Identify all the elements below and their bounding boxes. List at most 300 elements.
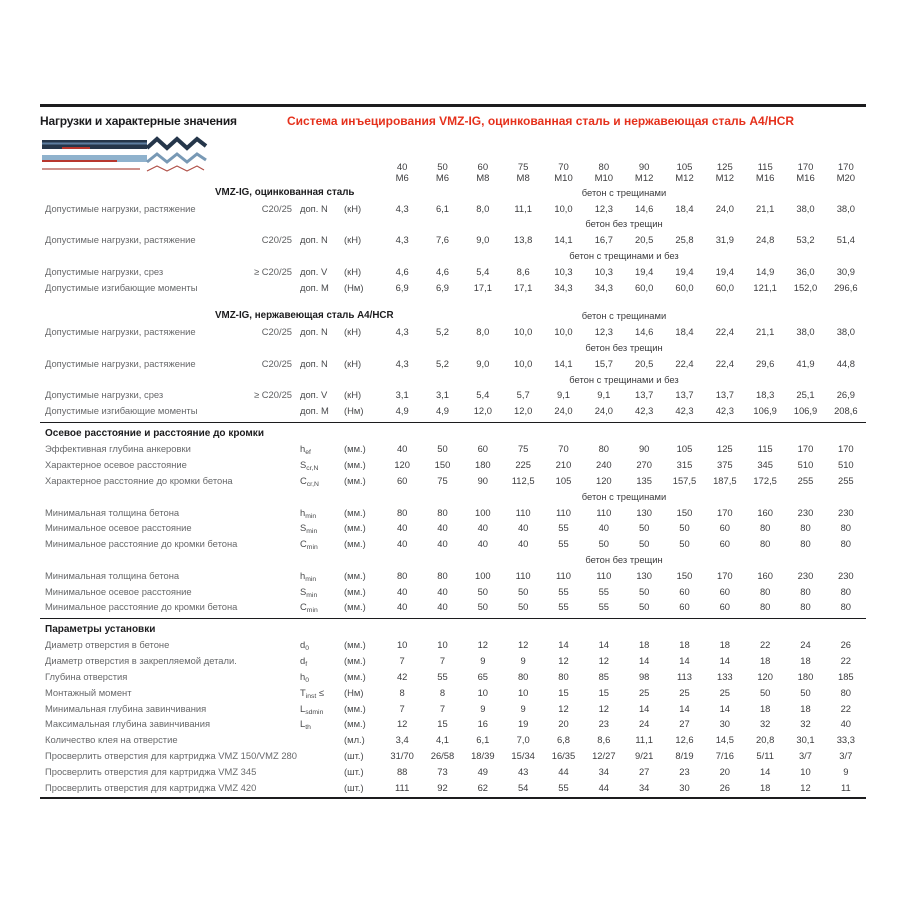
symbol-subscript: f [305, 661, 308, 669]
value-cell: 510 [837, 459, 854, 471]
thread-size-label: M12 [715, 172, 735, 184]
value-cell: 135 [636, 474, 652, 486]
value-cell: 50 [437, 443, 448, 455]
value-cell: 4,6 [395, 265, 409, 277]
value-cell: 80 [558, 671, 569, 682]
value-cell: 24,0 [554, 405, 573, 417]
anchor-size-label: 70 [558, 161, 569, 173]
value-cell: 38,0 [796, 202, 815, 214]
value-cell: 230 [797, 506, 814, 518]
value-cell: 15 [437, 718, 448, 730]
value-cell: 24,8 [756, 234, 775, 246]
column-header [503, 162, 543, 184]
table-row [40, 308, 866, 324]
value-cell: 4,3 [395, 202, 409, 214]
table-row [40, 732, 866, 748]
value-cell: 80 [759, 538, 771, 550]
row-label: Минимальная толщина бетона [45, 569, 180, 581]
value-cell: 40 [437, 601, 448, 613]
value-cell: 120 [595, 474, 612, 486]
value-cell: 510 [797, 459, 814, 471]
value-cell: 75 [437, 474, 448, 486]
value-cell: 106,9 [753, 405, 777, 417]
value-cell: 50 [638, 538, 650, 550]
value-cell: 9 [520, 655, 526, 667]
value-cell: 9 [520, 702, 526, 714]
value-cell: 55 [558, 538, 569, 550]
column-header [463, 162, 503, 184]
value-cell: 255 [797, 474, 814, 486]
value-cell: 11,1 [635, 734, 653, 746]
unit-label: (кН) [344, 234, 362, 246]
value-cell: 65 [477, 671, 489, 682]
value-cell: 33,3 [836, 734, 855, 746]
symbol: $d_0$ [300, 639, 309, 653]
value-cell: 80 [840, 686, 852, 698]
value-cell: 80 [437, 506, 448, 518]
value-cell: 50 [517, 601, 529, 613]
value-cell: 23 [679, 765, 690, 777]
value-cell: 14 [679, 655, 690, 667]
value-cell: 80 [800, 522, 811, 534]
value-cell: 54 [517, 781, 529, 793]
unit-label: (мм.) [344, 443, 366, 455]
value-cell: 60,0 [715, 281, 734, 293]
value-cell: 55 [558, 781, 569, 793]
row-label: Глубина отверстия [45, 671, 128, 682]
unit-label: (мм.) [344, 585, 366, 597]
value-cell: 34 [638, 781, 650, 793]
value-cell: 12 [598, 655, 610, 667]
concrete-class: C20/25 [261, 202, 292, 214]
value-cell: 12,6 [675, 734, 694, 746]
value-cell: 8 [399, 686, 405, 698]
value-cell: 70 [558, 443, 569, 455]
value-cell: 105 [676, 443, 693, 455]
value-cell: 18 [759, 781, 771, 793]
value-cell: 18,4 [675, 202, 694, 214]
value-cell: 296,6 [834, 281, 858, 293]
unit-label: (мм.) [344, 671, 366, 682]
value-cell: 18 [719, 639, 731, 651]
symbol-subscript: min [305, 512, 317, 520]
value-cell: 25 [679, 686, 690, 698]
symbol: $h_{ef}$ [300, 443, 311, 457]
symbol: $L_{sdmin}$ [300, 702, 324, 716]
row-label: Характерное осевое расстояние [45, 459, 187, 471]
value-cell: 21,1 [756, 202, 775, 214]
value-cell: 4,6 [435, 265, 450, 277]
symbol-subscript: min [306, 544, 318, 552]
row-label: Диаметр отверстия в бетоне [45, 639, 170, 651]
concrete-condition-band: бетон без трещин [585, 218, 663, 230]
table-row [40, 216, 866, 232]
value-cell: 80 [840, 522, 852, 534]
value-cell: 375 [716, 459, 733, 471]
value-cell: 40 [477, 538, 489, 550]
table-header-area [40, 128, 866, 185]
thread-size-label: M6 [395, 172, 409, 184]
value-cell: 60 [679, 585, 690, 597]
value-cell: 8,0 [476, 202, 490, 214]
value-cell: 34,3 [554, 281, 573, 293]
unit-label: (кН) [344, 326, 362, 338]
anchor-size-label: 115 [757, 161, 773, 173]
row-label: Минимальная глубина завинчивания [45, 702, 207, 714]
value-cell: 20 [558, 718, 569, 730]
value-cell: 7 [439, 655, 446, 667]
symbol-subscript: min [306, 591, 318, 599]
anchor-size-label: 170 [837, 161, 854, 173]
value-cell: 29,6 [756, 357, 775, 369]
value-cell: 13,7 [635, 389, 654, 401]
value-cell: 98 [638, 671, 650, 682]
column-header [826, 162, 866, 184]
unit-label: (мм.) [344, 459, 366, 471]
table-row [40, 637, 866, 653]
table-row [40, 669, 866, 685]
value-cell: 6,9 [435, 281, 450, 293]
concrete-class: C20/25 [261, 357, 292, 369]
value-cell: 255 [837, 474, 854, 486]
symbol-subscript: inst [305, 692, 317, 700]
value-cell: 12 [396, 718, 408, 730]
row-label: Характерное расстояние до кромки бетона [45, 474, 233, 486]
concrete-condition-band: бетон с трещинами [581, 310, 667, 322]
table-row [40, 684, 866, 700]
value-cell: 230 [837, 569, 854, 581]
value-cell: 50 [598, 538, 610, 550]
table-row [40, 779, 866, 795]
value-cell: 42 [396, 671, 408, 682]
value-cell: 55 [437, 671, 448, 682]
value-cell: 90 [477, 474, 489, 486]
subtable-title: VMZ-IG, нержавеющая сталь A4/HCR [215, 310, 394, 322]
table-row [40, 232, 866, 248]
value-cell: 187,5 [713, 474, 737, 486]
table-row [40, 441, 866, 457]
table-row [40, 536, 866, 552]
value-cell: 5,7 [516, 389, 530, 401]
value-cell: 12/27 [592, 749, 616, 761]
value-cell: 80 [396, 506, 408, 518]
table-row [40, 185, 866, 201]
value-cell: 315 [676, 459, 693, 471]
symbol: $T_{inst}$ ≤ [300, 686, 325, 700]
value-cell: 4,3 [395, 326, 409, 338]
value-cell: 20 [719, 765, 731, 777]
value-cell: 8/19 [675, 749, 694, 761]
value-cell: 150 [676, 506, 693, 518]
value-cell: 43 [517, 765, 529, 777]
value-cell: 12,3 [594, 326, 613, 338]
table-row [40, 504, 866, 520]
symbol-subscript: 0 [305, 677, 309, 684]
row-label: Просверлить отверстия для картриджа VMZ 150/VMZ 280 [45, 749, 297, 761]
symbol: $S_{min}$ [300, 522, 318, 536]
unit-label: (Нм) [344, 281, 364, 293]
value-cell: 17,1 [473, 281, 492, 293]
value-cell: 180 [797, 671, 814, 682]
value-cell: 15,7 [594, 357, 613, 369]
value-cell: 230 [797, 569, 814, 581]
value-cell: 62 [477, 781, 489, 793]
symbol: доп. N [300, 202, 328, 214]
value-cell: 40 [396, 522, 408, 534]
value-cell: 80 [759, 601, 771, 613]
value-cell: 11,1 [514, 202, 532, 214]
column-header [745, 162, 785, 184]
value-cell: 14 [638, 655, 650, 667]
value-cell: 12 [558, 655, 569, 667]
value-cell: 6,1 [476, 734, 490, 746]
value-cell: 7 [439, 702, 446, 714]
value-cell: 50 [477, 601, 489, 613]
table-row [40, 567, 866, 583]
value-cell: 50 [638, 601, 650, 613]
value-cell: 160 [757, 569, 773, 581]
value-cell: 49 [477, 765, 489, 777]
table-row [40, 457, 866, 473]
column-header [624, 162, 664, 184]
value-cell: 24 [638, 718, 650, 730]
value-cell: 9,1 [556, 389, 571, 401]
row-label: Допустимые изгибающие моменты [45, 405, 198, 417]
symbol: $S_{min}$ [300, 585, 318, 599]
symbol-subscript: min [306, 528, 318, 536]
value-cell: 110 [556, 569, 571, 581]
value-cell: 88 [396, 765, 408, 777]
value-cell: 50 [638, 522, 650, 534]
value-cell: 42,3 [635, 405, 654, 417]
value-cell: 60 [719, 538, 731, 550]
value-cell: 157,5 [672, 474, 697, 486]
symbol: $C_{cr,N}$ [300, 474, 319, 488]
value-cell: 19,4 [675, 265, 694, 277]
value-cell: 18 [800, 702, 811, 714]
value-cell: 3,1 [435, 389, 450, 401]
unit-label: (шт.) [344, 749, 364, 761]
symbol: $h_{min}$ [300, 569, 317, 583]
concrete-condition-band: бетон с трещинами и без [569, 250, 679, 262]
table-row [40, 425, 866, 441]
thread-size-label: M16 [796, 172, 815, 184]
value-cell: 25 [719, 686, 731, 698]
unit-label: (кН) [344, 202, 362, 214]
row-label: Допустимые нагрузки, растяжение [45, 234, 196, 246]
anchor-size-label: 105 [676, 161, 693, 173]
value-cell: 31,9 [715, 234, 734, 246]
concrete-condition-band: бетон с трещинами [581, 186, 667, 198]
column-header [664, 162, 704, 184]
value-cell: 25,1 [796, 389, 815, 401]
value-cell: 21,1 [756, 326, 775, 338]
value-cell: 10 [477, 686, 489, 698]
value-cell: 208,6 [834, 405, 858, 417]
value-cell: 115 [757, 443, 773, 455]
value-cell: 7,0 [516, 734, 530, 746]
value-cell: 110 [596, 506, 612, 518]
row-label: Эффективная глубина анкеровки [45, 443, 191, 455]
value-cell: 26 [719, 781, 731, 793]
value-cell: 13,8 [514, 234, 533, 246]
row-label: Монтажный момент [45, 686, 132, 698]
value-cell: 55 [558, 522, 569, 534]
value-cell: 16/35 [551, 749, 576, 761]
unit-label: (Нм) [344, 686, 364, 698]
table-row [40, 763, 866, 779]
page-title: Нагрузки и характерные значения [40, 113, 237, 128]
thread-size-label: M10 [594, 172, 614, 184]
unit-label: (мм.) [344, 538, 366, 550]
table-row [40, 387, 866, 403]
value-cell: 50 [800, 686, 811, 698]
value-cell: 20,5 [635, 234, 654, 246]
value-cell: 50 [679, 522, 690, 534]
divider-rule [40, 618, 866, 620]
value-cell: 42,3 [715, 405, 734, 417]
value-cell: 7,6 [435, 234, 450, 246]
value-cell: 22 [840, 655, 852, 667]
row-label: Допустимые нагрузки, растяжение [45, 357, 196, 369]
value-cell: 80 [840, 601, 852, 613]
column-header-row [40, 162, 866, 184]
value-cell: 40 [840, 718, 852, 730]
value-cell: 14,6 [635, 326, 654, 338]
value-cell: 15/34 [511, 749, 535, 761]
value-cell: 55 [558, 585, 569, 597]
value-cell: 22,4 [715, 326, 734, 338]
value-cell: 8 [439, 686, 446, 698]
value-cell: 80 [437, 569, 448, 581]
value-cell: 240 [595, 459, 612, 471]
value-cell: 9 [843, 765, 849, 777]
value-cell: 60,0 [675, 281, 694, 293]
value-cell: 13,7 [675, 389, 694, 401]
unit-label: (мм.) [344, 522, 366, 534]
value-cell: 36,0 [796, 265, 815, 277]
value-cell: 4,3 [395, 357, 409, 369]
value-cell: 50 [517, 585, 529, 597]
value-cell: 40 [396, 538, 408, 550]
value-cell: 55 [598, 585, 610, 597]
value-cell: 14 [558, 639, 569, 651]
concrete-condition-band: бетон без трещин [585, 342, 663, 354]
value-cell: 80 [517, 671, 529, 682]
value-cell: 19,4 [635, 265, 654, 277]
value-cell: 26 [840, 639, 852, 651]
value-cell: 133 [716, 671, 733, 682]
unit-label: (мм.) [344, 639, 366, 651]
symbol-subscript: sdmin [305, 708, 324, 716]
bottom-rule [40, 797, 866, 799]
value-cell: 10,0 [514, 357, 533, 369]
value-cell: 14,9 [756, 265, 775, 277]
value-cell: 18,3 [756, 389, 775, 401]
value-cell: 55 [558, 601, 569, 613]
symbol: доп. N [300, 326, 328, 338]
row-label: Просверлить отверстия для картриджа VMZ 420 [45, 781, 257, 793]
value-cell: 73 [437, 765, 448, 777]
value-cell: 4,9 [435, 405, 450, 417]
value-cell: 38,0 [836, 202, 855, 214]
unit-label: (кН) [344, 265, 362, 277]
symbol: доп. V [300, 389, 328, 401]
concrete-condition-band: бетон с трещинами [581, 490, 667, 502]
value-cell: 3/7 [798, 749, 813, 761]
value-cell: 30 [719, 718, 731, 730]
table-row [40, 552, 866, 568]
value-cell: 10,0 [514, 326, 533, 338]
table-row [40, 200, 866, 216]
value-cell: 22,4 [675, 357, 694, 369]
table-row [40, 279, 866, 295]
value-cell: 40 [477, 522, 489, 534]
value-cell: 170 [716, 506, 733, 518]
value-cell: 20,8 [756, 734, 775, 746]
anchor-size-label: 60 [477, 161, 489, 173]
value-cell: 10 [800, 765, 811, 777]
table-row [40, 355, 866, 371]
symbol-subscript: cr,N [306, 465, 319, 473]
value-cell: 32 [759, 718, 771, 730]
value-cell: 90 [638, 443, 650, 455]
value-cell: 14 [598, 639, 610, 651]
value-cell: 50 [638, 585, 650, 597]
value-cell: 14,6 [635, 202, 654, 214]
value-cell: 180 [474, 459, 491, 471]
unit-label: (мм.) [344, 655, 366, 667]
symbol-subscript: cr,N [306, 480, 319, 488]
value-cell: 170 [837, 443, 854, 455]
value-cell: 18 [759, 702, 771, 714]
value-cell: 12 [598, 702, 610, 714]
column-header-spacer [40, 162, 382, 184]
column-header [382, 162, 422, 184]
value-cell: 210 [555, 459, 572, 471]
value-cell: 38,0 [796, 326, 815, 338]
table-row [40, 716, 866, 732]
value-cell: 27 [679, 718, 690, 730]
concrete-class: C20/25 [261, 234, 292, 246]
table-row [40, 473, 866, 489]
row-label: Минимальное осевое расстояние [45, 585, 192, 597]
value-cell: 32 [800, 718, 811, 730]
value-cell: 125 [716, 443, 733, 455]
value-cell: 18 [800, 655, 811, 667]
title-bar [40, 107, 866, 128]
value-cell: 30 [679, 781, 690, 793]
value-cell: 30,1 [796, 734, 815, 746]
value-cell: 14,1 [554, 234, 573, 246]
value-cell: 225 [515, 459, 531, 471]
thread-size-label: M8 [516, 172, 530, 184]
concrete-class: C20/25 [261, 326, 292, 338]
value-cell: 38,0 [836, 326, 855, 338]
value-cell: 22,4 [715, 357, 734, 369]
value-cell: 345 [757, 459, 773, 471]
value-cell: 9 [480, 702, 486, 714]
value-cell: 60 [477, 443, 489, 455]
symbol-subscript: min [305, 575, 317, 583]
value-cell: 170 [716, 569, 733, 581]
table-row [40, 371, 866, 387]
value-cell: 112,5 [511, 474, 535, 486]
value-cell: 3/7 [839, 749, 853, 761]
value-cell: 60 [719, 522, 731, 534]
row-label: Минимальное осевое расстояние [45, 522, 192, 534]
value-cell: 53,2 [796, 234, 815, 246]
